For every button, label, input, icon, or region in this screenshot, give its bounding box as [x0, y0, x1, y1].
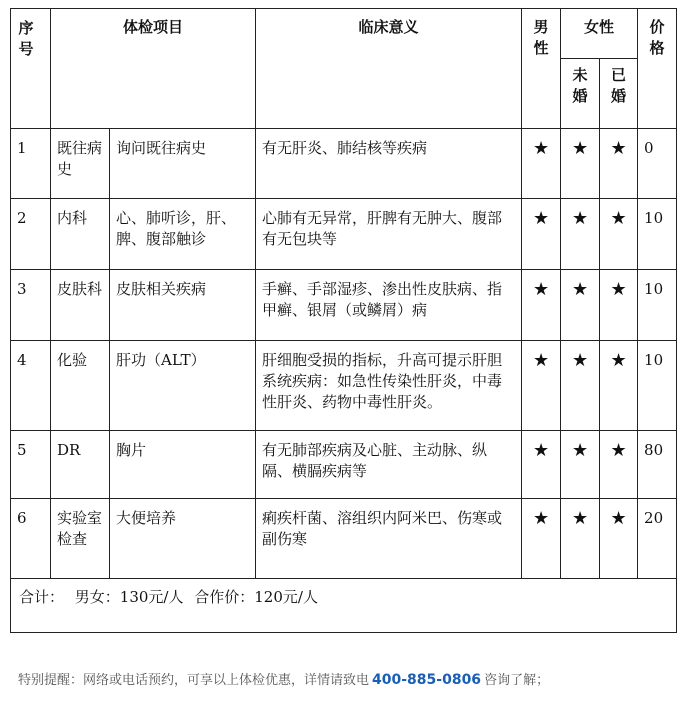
table-row: [11, 431, 677, 499]
row-price: 10: [638, 270, 677, 341]
row-meaning: 肝细胞受损的指标，升高可提示肝胆系统疾病：如急性传染性肝炎，中毒性肝炎、药物中毒性肝炎。: [256, 341, 522, 431]
row-category: 化验: [51, 341, 110, 431]
male-star-icon: ★: [522, 341, 561, 431]
married-star-icon: ★: [600, 431, 638, 499]
row-meaning: 手癣、手部湿疹、渗出性皮肤病、指甲癣、银屑（或鳞屑）病: [256, 270, 522, 341]
male-star-icon: ★: [522, 499, 561, 579]
header-meaning: 临床意义: [256, 9, 522, 129]
row-category: DR: [51, 431, 110, 499]
total-price: 男女：130元/人: [74, 588, 184, 606]
row-category: 既往病史: [51, 129, 110, 199]
footer-notice: [18, 669, 549, 688]
row-price: 80: [638, 431, 677, 499]
header-male: 男性: [522, 9, 561, 129]
unmarried-star-icon: ★: [561, 341, 600, 431]
row-category: 实验室检查: [51, 499, 110, 579]
header-price: 价格: [638, 9, 677, 129]
row-meaning: 痢疾杆菌、溶组织内阿米巴、伤寒或副伤寒: [256, 499, 522, 579]
total-row: [11, 579, 677, 633]
male-star-icon: ★: [522, 431, 561, 499]
header-row: [11, 9, 677, 59]
married-star-icon: ★: [600, 129, 638, 199]
male-star-icon: ★: [522, 199, 561, 270]
row-no: 2: [11, 199, 51, 270]
row-no: 6: [11, 499, 51, 579]
header-item: 体检项目: [51, 9, 256, 129]
footer-suffix: 咨询了解；: [484, 673, 550, 688]
row-no: 4: [11, 341, 51, 431]
row-meaning: 有无肺部疾病及心脏、主动脉、纵隔、横膈疾病等: [256, 431, 522, 499]
row-price: 0: [638, 129, 677, 199]
row-item: 胸片: [110, 431, 256, 499]
unmarried-star-icon: ★: [561, 499, 600, 579]
row-no: 1: [11, 129, 51, 199]
footer-prefix: 特别提醒：网络或电话预约，可享以上体检优惠，详情请致电: [18, 673, 370, 688]
header-seq: 序号: [11, 9, 51, 129]
row-item: 皮肤相关疾病: [110, 270, 256, 341]
row-item: 心、肺听诊，肝、脾、腹部触诊: [110, 199, 256, 270]
table-row: [11, 129, 677, 199]
married-star-icon: ★: [600, 499, 638, 579]
row-meaning: 有无肝炎、肺结核等疾病: [256, 129, 522, 199]
row-category: 皮肤科: [51, 270, 110, 341]
row-item: 肝功（ALT）: [110, 341, 256, 431]
phone-number[interactable]: 400-885-0806: [372, 672, 482, 688]
header-married: 已婚: [600, 59, 638, 129]
row-meaning: 心肺有无异常，肝脾有无肿大、腹部有无包块等: [256, 199, 522, 270]
unmarried-star-icon: ★: [561, 199, 600, 270]
row-no: 5: [11, 431, 51, 499]
married-star-icon: ★: [600, 199, 638, 270]
unmarried-star-icon: ★: [561, 129, 600, 199]
row-category: 内科: [51, 199, 110, 270]
male-star-icon: ★: [522, 270, 561, 341]
row-no: 3: [11, 270, 51, 341]
row-item: 询问既往病史: [110, 129, 256, 199]
row-price: 10: [638, 341, 677, 431]
row-price: 10: [638, 199, 677, 270]
total-cell: [11, 579, 677, 633]
row-price: 20: [638, 499, 677, 579]
male-star-icon: ★: [522, 129, 561, 199]
table-row: [11, 499, 677, 579]
table-row: [11, 341, 677, 431]
married-star-icon: ★: [600, 270, 638, 341]
table-row: [11, 270, 677, 341]
header-unmarried: 未婚: [561, 59, 600, 129]
unmarried-star-icon: ★: [561, 431, 600, 499]
cooperation-price: 合作价：120元/人: [194, 588, 318, 606]
header-female: 女性: [561, 9, 638, 59]
total-label: 合计：: [19, 588, 65, 606]
table-row: [11, 199, 677, 270]
unmarried-star-icon: ★: [561, 270, 600, 341]
row-item: 大便培养: [110, 499, 256, 579]
exam-table: [10, 8, 677, 633]
married-star-icon: ★: [600, 341, 638, 431]
